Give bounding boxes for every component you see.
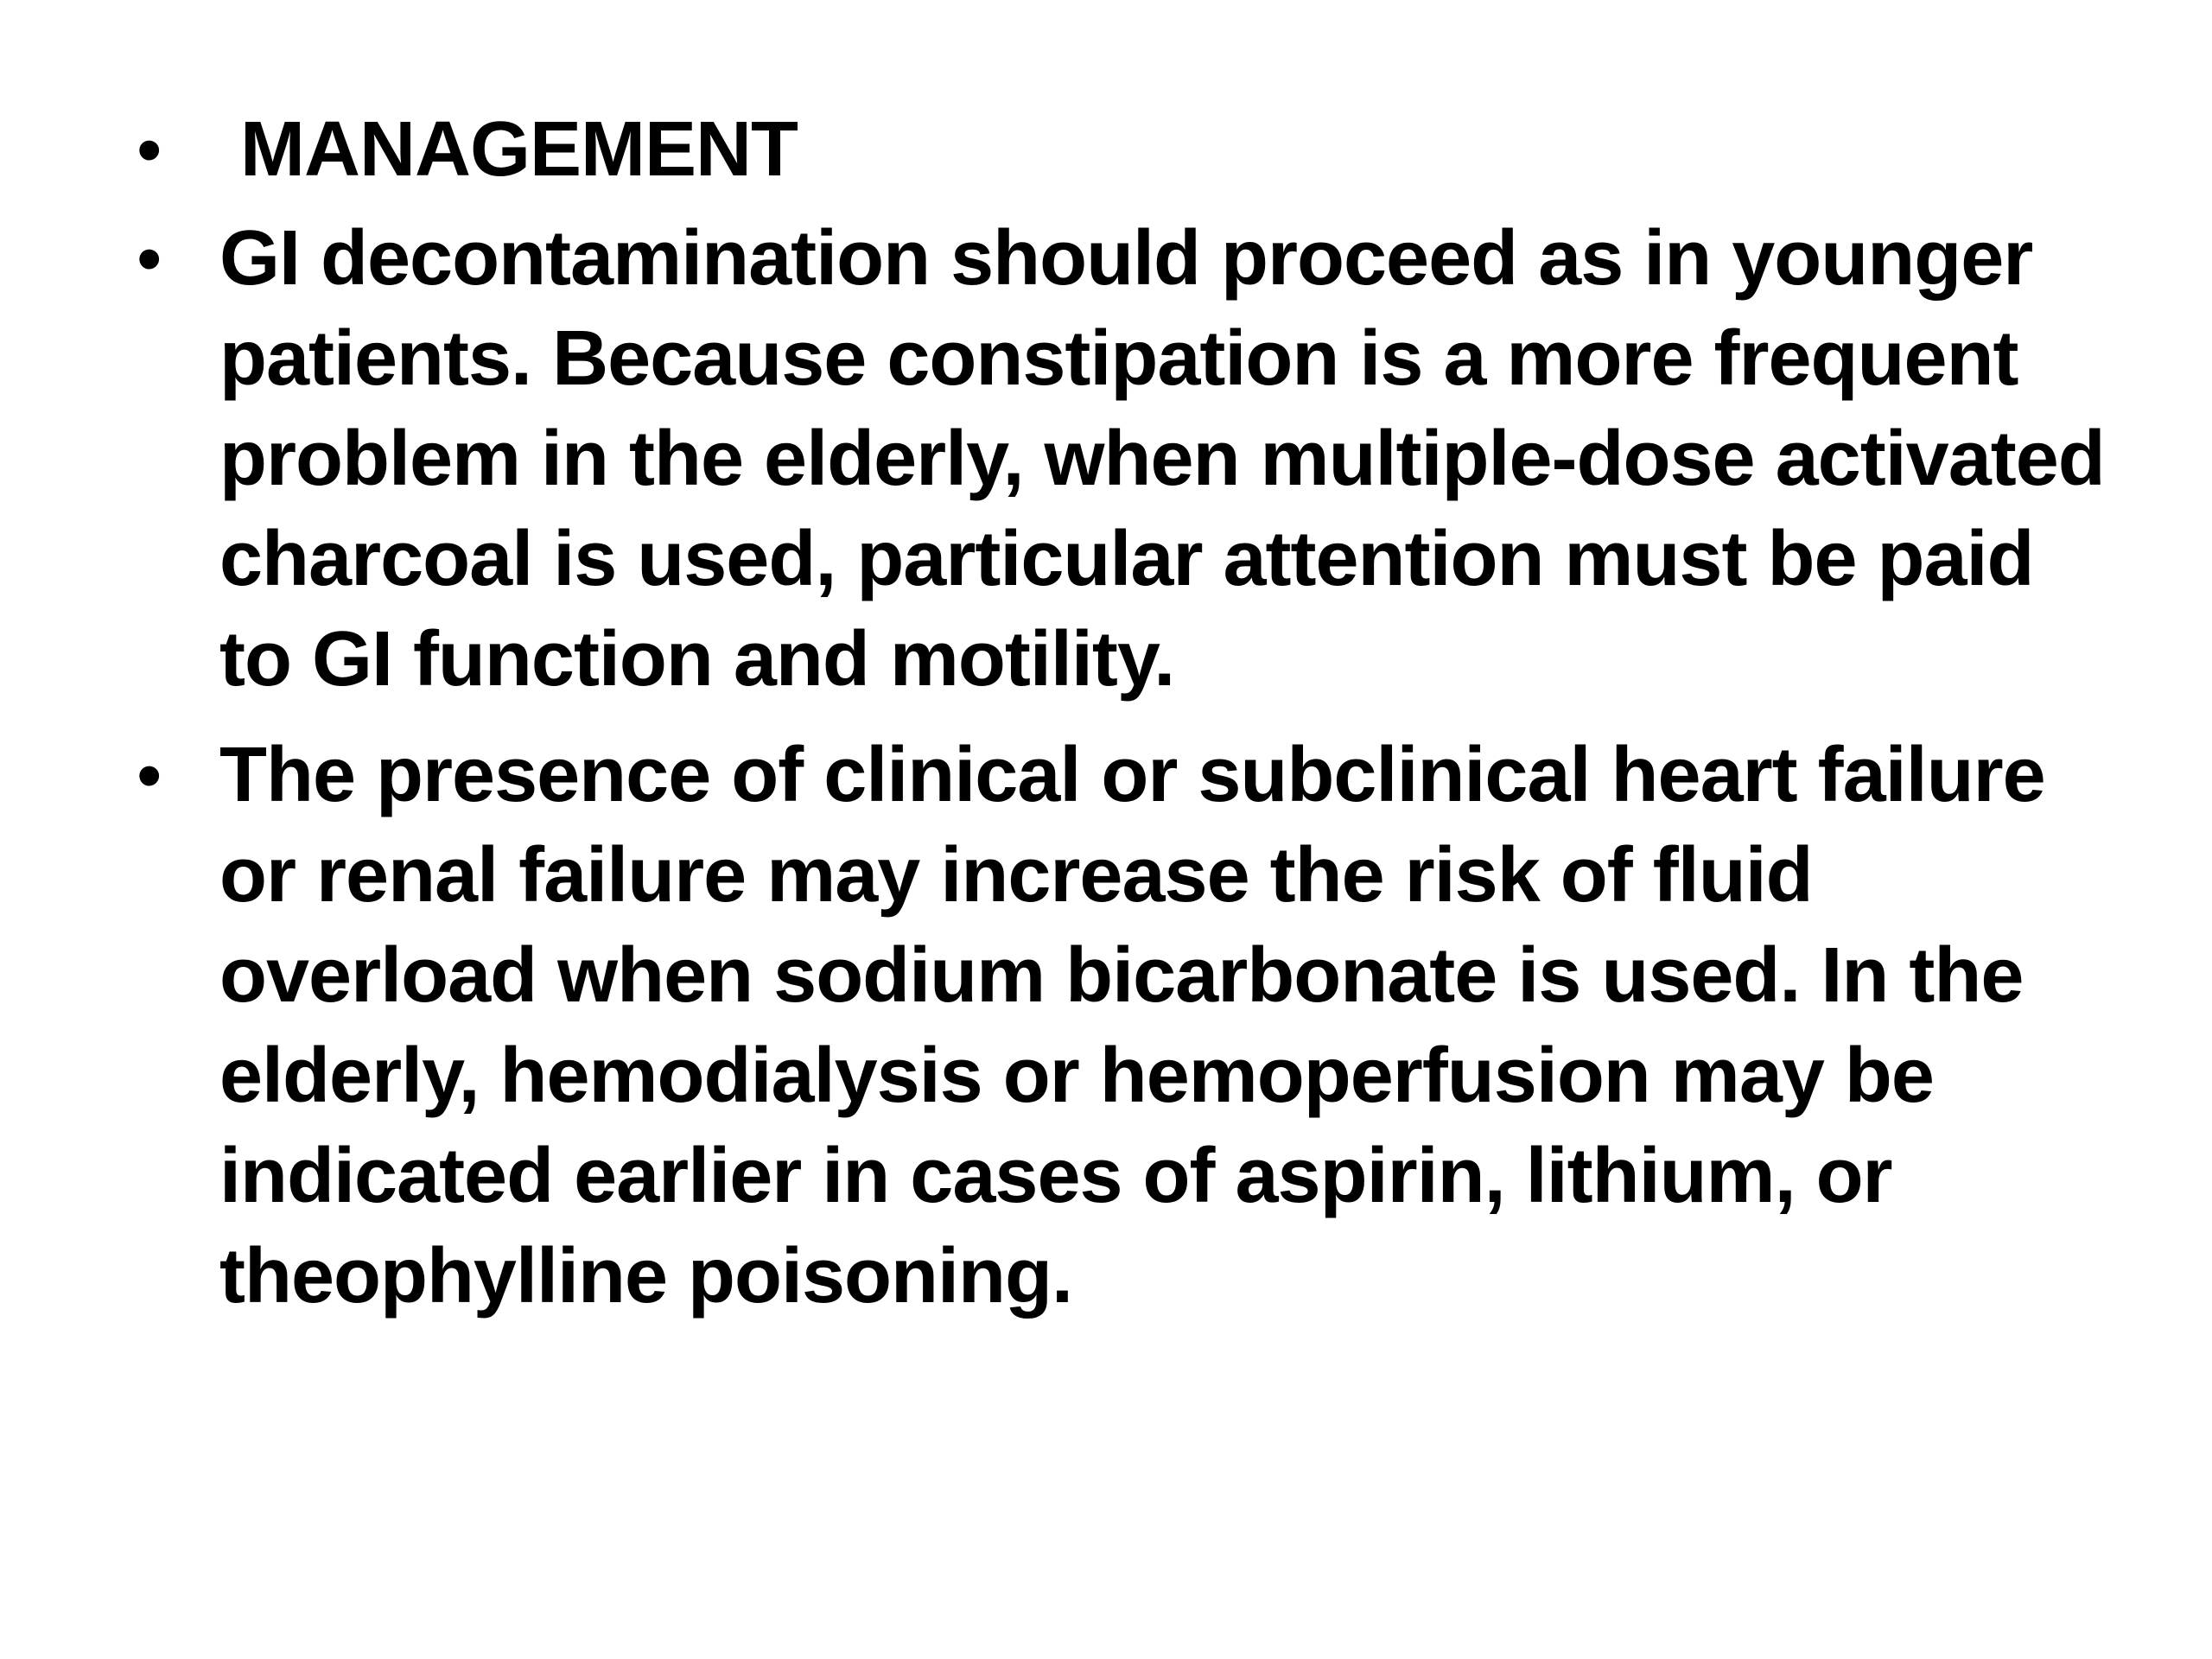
bullet-item-management xyxy=(130,99,2117,200)
bullet-text: The presence of clinical or subclinical heart failure or renal failure may increase the risk of fluid overload when sodium bicarbonate is used. In the elderly, hemodialysis or hemoperfusion may be indicated earlier in cases of aspirin, lithium, or theophylline poisoning. xyxy=(219,732,2045,1319)
bullet-list xyxy=(130,99,2117,1342)
bullet-dot-icon: • xyxy=(137,109,162,190)
bullet-dot-icon: • xyxy=(137,218,162,299)
section-heading: MANAGEMENT xyxy=(240,106,798,193)
bullet-text: GI decontamination should proceed as in younger patients. Because constipation is a more frequent problem in the elderly, when multiple-dose activated charcoal is used, particular attention must be paid to GI function and motility. xyxy=(219,215,2105,702)
bullet-item-gi-decontamination xyxy=(130,208,2117,709)
bullet-item-heart-renal-failure xyxy=(130,725,2117,1326)
bullet-dot-icon: • xyxy=(137,734,162,816)
